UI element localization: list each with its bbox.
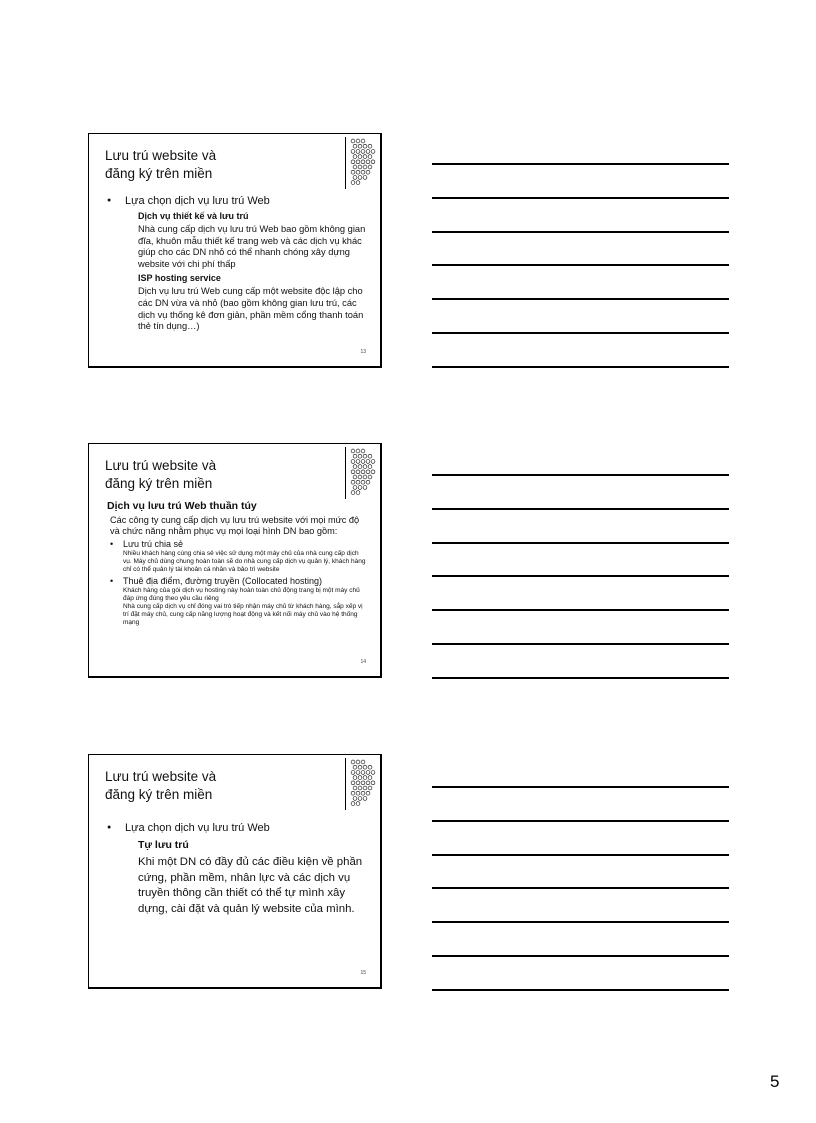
- deco-circle: [366, 470, 370, 474]
- deco-circle: [353, 776, 357, 780]
- deco-circle: [371, 460, 375, 464]
- deco-circle: [356, 480, 360, 484]
- deco-circle: [358, 165, 362, 169]
- deco-circle: [358, 144, 362, 148]
- deco-circle: [368, 786, 372, 790]
- deco-circle: [351, 470, 355, 474]
- note-line: [432, 163, 729, 165]
- deco-circle: [361, 781, 365, 785]
- deco-circle: [363, 475, 367, 479]
- deco-circle: [366, 150, 370, 154]
- section-body: Các công ty cung cấp dịch vụ lưu trú website với mọi mức độ và chức năng nhằm phục vụ mọi loại hình DN bao gồm:: [110, 515, 360, 536]
- deco-circle: [361, 160, 365, 164]
- circle-pattern-icon: [345, 447, 381, 499]
- deco-circle: [351, 802, 355, 806]
- deco-circle: [353, 454, 357, 458]
- note-line: [432, 677, 729, 679]
- deco-circle: [358, 765, 362, 769]
- deco-circle: [361, 139, 365, 143]
- note-line: [432, 231, 729, 233]
- deco-circle: [363, 465, 367, 469]
- deco-circle: [361, 470, 365, 474]
- note-line: [432, 921, 729, 923]
- deco-circle: [353, 465, 357, 469]
- deco-circle: [361, 449, 365, 453]
- deco-circle: [368, 454, 372, 458]
- deco-circle: [353, 155, 357, 159]
- bullet-item: • Lưu trú chia sẻ: [109, 539, 368, 550]
- deco-circle: [366, 781, 370, 785]
- sub-body: Khi một DN có đầy đủ các điều kiện về phần cứng, phần mềm, nhân lực và các dịch vụ truyền thông cần thiết có thể tự mình xây dựng, cài đặt và quản lý website của mình.: [138, 856, 363, 915]
- slide-14: [88, 443, 382, 678]
- deco-circle: [361, 460, 365, 464]
- slide-content: [105, 194, 368, 333]
- deco-circle: [356, 491, 360, 495]
- deco-circle: [366, 771, 370, 775]
- note-line: [432, 332, 729, 334]
- note-line: [432, 955, 729, 957]
- deco-circle: [356, 160, 360, 164]
- deco-circle: [363, 786, 367, 790]
- bullet-item: ● Lựa chọn dịch vụ lưu trú Web: [105, 194, 368, 208]
- deco-circle: [371, 150, 375, 154]
- sub-heading: Dịch vụ thiết kế và lưu trú: [138, 211, 249, 221]
- deco-circle: [358, 797, 362, 801]
- deco-circle: [353, 765, 357, 769]
- deco-circle: [351, 160, 355, 164]
- bullet-item: • Thuê địa điểm, đường truyền (Collocated hosting): [109, 576, 368, 587]
- slide-title: Lưu trú website và đăng ký trên miền: [105, 769, 217, 802]
- deco-circle: [361, 760, 365, 764]
- note-line: [432, 643, 729, 645]
- deco-circle: [368, 465, 372, 469]
- sub-heading: Tự lưu trú: [138, 839, 189, 851]
- deco-circle: [361, 791, 365, 795]
- deco-circle: [366, 480, 370, 484]
- deco-circle: [363, 144, 367, 148]
- note-line: [432, 786, 729, 788]
- deco-circle: [353, 786, 357, 790]
- deco-circle: [371, 771, 375, 775]
- deco-circle: [351, 491, 355, 495]
- circle-pattern-icon: [345, 137, 381, 189]
- deco-circle: [371, 781, 375, 785]
- deco-circle: [356, 791, 360, 795]
- deco-circle: [363, 155, 367, 159]
- note-line: [432, 366, 729, 368]
- slide-number: 14: [360, 659, 366, 665]
- deco-circle: [356, 139, 360, 143]
- deco-circle: [351, 460, 355, 464]
- deco-circle: [363, 486, 367, 490]
- slide-title: Lưu trú website và đăng ký trên miền: [105, 458, 217, 491]
- deco-circle: [353, 475, 357, 479]
- deco-circle: [351, 480, 355, 484]
- page-number: 5: [770, 1072, 780, 1091]
- deco-circle: [363, 454, 367, 458]
- deco-circle: [368, 475, 372, 479]
- deco-circle: [358, 465, 362, 469]
- deco-circle: [351, 771, 355, 775]
- deco-circle: [353, 165, 357, 169]
- deco-circle: [363, 776, 367, 780]
- circle-pattern-icon: [345, 758, 381, 810]
- deco-circle: [351, 181, 355, 185]
- deco-circle: [368, 776, 372, 780]
- deco-circle: [368, 155, 372, 159]
- deco-circle: [358, 486, 362, 490]
- deco-circle: [361, 480, 365, 484]
- deco-circle: [351, 150, 355, 154]
- note-line: [432, 197, 729, 199]
- deco-circle: [353, 144, 357, 148]
- deco-circle: [358, 176, 362, 180]
- deco-circle: [356, 460, 360, 464]
- slide-number: 13: [360, 349, 366, 355]
- bullet-item: ● Lựa chọn dịch vụ lưu trú Web: [105, 821, 368, 835]
- note-line: [432, 542, 729, 544]
- slide-content: [105, 821, 368, 917]
- deco-circle: [356, 170, 360, 174]
- note-line: [432, 508, 729, 510]
- note-line: [432, 474, 729, 476]
- sub-heading: ISP hosting service: [138, 273, 221, 284]
- deco-circle: [351, 760, 355, 764]
- deco-circle: [351, 139, 355, 143]
- deco-circle: [368, 165, 372, 169]
- note-line: [432, 298, 729, 300]
- deco-circle: [356, 470, 360, 474]
- slide-content: [105, 500, 368, 627]
- deco-circle: [356, 150, 360, 154]
- note-line: [432, 820, 729, 822]
- slide-15: [88, 754, 382, 989]
- bullet-detail: Nhiều khách hàng cùng chia sẻ việc sử dụng một máy chủ của nhà cung cấp dịch vụ. Máy chủ dùng chung hoàn toàn sẽ do nhà cung cấp dịch vụ quản lý, khách hàng chỉ có thể quản lý tài khoản cá nhân và bảo trì website: [123, 550, 366, 573]
- deco-circle: [363, 176, 367, 180]
- deco-circle: [356, 802, 360, 806]
- deco-circle: [353, 176, 357, 180]
- deco-circle: [366, 170, 370, 174]
- deco-circle: [366, 460, 370, 464]
- deco-circle: [363, 165, 367, 169]
- slide-number: 15: [360, 970, 366, 976]
- deco-circle: [371, 160, 375, 164]
- note-line: [432, 887, 729, 889]
- deco-circle: [356, 781, 360, 785]
- deco-circle: [351, 781, 355, 785]
- sub-body: Dịch vụ lưu trú Web cung cấp một website độc lập cho các DN vừa và nhỏ (bao gồm không gian lưu trú, các dịch vụ thống kê đơn giản, phần mềm cổng thanh toán thẻ tín dụng…): [138, 286, 364, 332]
- deco-circle: [368, 765, 372, 769]
- deco-circle: [358, 454, 362, 458]
- deco-circle: [371, 470, 375, 474]
- slide-title: Lưu trú website và đăng ký trên miền: [105, 148, 217, 181]
- note-line: [432, 989, 729, 991]
- note-line: [432, 609, 729, 611]
- deco-circle: [358, 786, 362, 790]
- deco-circle: [358, 475, 362, 479]
- deco-circle: [351, 791, 355, 795]
- deco-circle: [361, 170, 365, 174]
- deco-circle: [356, 760, 360, 764]
- deco-circle: [368, 144, 372, 148]
- deco-circle: [363, 765, 367, 769]
- note-line: [432, 264, 729, 266]
- deco-circle: [356, 181, 360, 185]
- deco-circle: [356, 449, 360, 453]
- bullet-detail: Nhà cung cấp dịch vụ chỉ đóng vai trò tiếp nhận máy chủ từ khách hàng, sắp xếp vị trí đặt máy chủ, cung cấp năng lượng hoạt động và kết nối máy chủ vào hệ thống mạng: [123, 603, 363, 626]
- deco-circle: [353, 486, 357, 490]
- section-heading: Dịch vụ lưu trú Web thuần túy: [107, 500, 257, 512]
- deco-circle: [351, 449, 355, 453]
- deco-circle: [366, 791, 370, 795]
- deco-circle: [358, 155, 362, 159]
- slide-13: [88, 133, 382, 368]
- deco-circle: [363, 797, 367, 801]
- deco-circle: [361, 771, 365, 775]
- bullet-detail: Khách hàng của gói dịch vụ hosting này hoàn toàn chủ động trang bị một máy chủ đáp ứng đúng theo yêu cầu riêng: [123, 587, 360, 602]
- deco-circle: [366, 160, 370, 164]
- note-line: [432, 575, 729, 577]
- sub-body: Nhà cung cấp dịch vụ lưu trú Web bao gồm không gian đĩa, khuôn mẫu thiết kế trang web và các dịch vụ khác giúp cho các DN nhỏ có thể nhanh chóng xây dựng website với chi phí thấp: [138, 224, 366, 269]
- deco-circle: [351, 170, 355, 174]
- deco-circle: [356, 771, 360, 775]
- deco-circle: [358, 776, 362, 780]
- deco-circle: [361, 150, 365, 154]
- note-line: [432, 854, 729, 856]
- deco-circle: [353, 797, 357, 801]
